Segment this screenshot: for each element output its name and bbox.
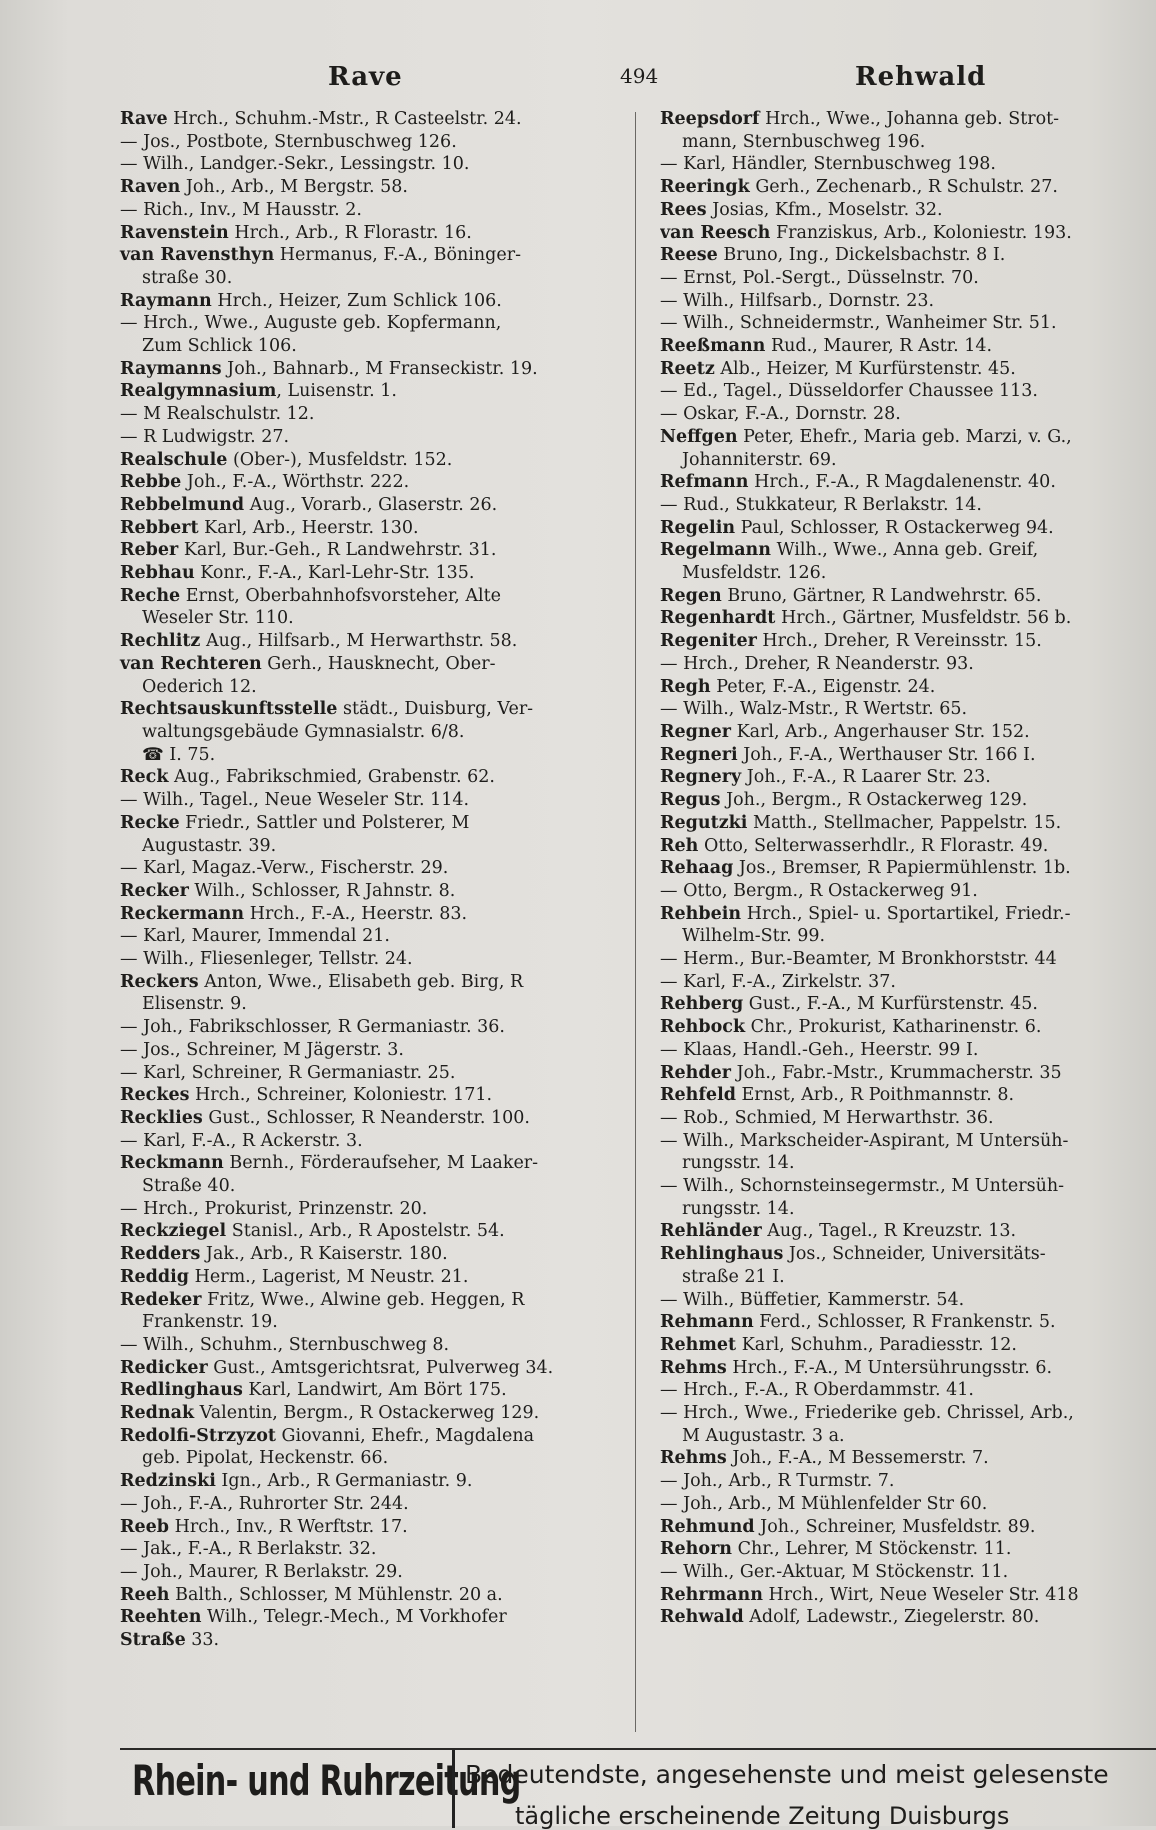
ad-line-2: tägliche erscheinende Zeitung Duisburgs — [515, 1802, 1010, 1830]
directory-entry: Rave Hrch., Schuhm.-Mstr., R Casteelstr. 24. — [120, 109, 522, 129]
directory-entry: Raymanns Joh., Bahnarb., M Franseckistr. 19. — [120, 358, 538, 379]
directory-entry: M Augustastr. 3 a. — [682, 1425, 845, 1446]
directory-entry: Reeringk Gerh., Zechenarb., R Schulstr. 27. — [660, 177, 1058, 198]
directory-entry: Reckziegel Stanisl., Arb., R Apostelstr. 54. — [120, 1221, 505, 1242]
directory-entry: — Wilh., Schneidermstr., Wanheimer Str. 51. — [660, 313, 1057, 334]
directory-entry: Rehbein Hrch., Spiel- u. Sportartikel, Friedr.- — [660, 903, 1071, 924]
directory-entry: — Karl, Maurer, Immendal 21. — [120, 926, 390, 947]
directory-entry: — Wilh., Markscheider-Aspirant, M Untersüh- — [660, 1130, 1069, 1151]
directory-entry: — Jos., Schreiner, M Jägerstr. 3. — [120, 1039, 404, 1060]
directory-entry: Straße 33. — [120, 1630, 220, 1651]
page-header — [0, 62, 1156, 96]
directory-entry: Rehfeld Ernst, Arb., R Poithmannstr. 8. — [660, 1085, 1015, 1106]
directory-entry: Reeb Hrch., Inv., R Werftstr. 17. — [120, 1516, 408, 1537]
directory-entry: Zum Schlick 106. — [142, 336, 297, 357]
directory-entry: Regelmann Wilh., Wwe., Anna geb. Greif, — [660, 540, 1039, 561]
directory-entry: — Herm., Bur.-Beamter, M Bronkhorststr. 44 — [660, 949, 1057, 970]
directory-entry: — Rob., Schmied, M Herwarthstr. 36. — [660, 1107, 994, 1128]
directory-entry: Rehrmann Hrch., Wirt, Neue Weseler Str. 418 — [660, 1584, 1079, 1605]
directory-entry: — Wilh., Schuhm., Sternbuschweg 8. — [120, 1334, 450, 1355]
directory-entry: Ravenstein Hrch., Arb., R Florastr. 16. — [120, 222, 472, 243]
directory-entry: Rehder Joh., Fabr.-Mstr., Krummacherstr. 35 — [660, 1062, 1062, 1083]
directory-entry: Reckmann Bernh., Förderaufseher, M Laaker- — [120, 1153, 539, 1174]
directory-entry: Reckermann Hrch., F.-A., Heerstr. 83. — [120, 903, 468, 924]
directory-entry: — Wilh., Hilfsarb., Dornstr. 23. — [660, 290, 935, 311]
directory-entry: — R Ludwigstr. 27. — [120, 426, 290, 447]
ad-line-1: Bedeutendste, angesehenste und meist gelesenste — [465, 1760, 1109, 1789]
directory-entry: Musfeldstr. 126. — [682, 563, 827, 584]
directory-entry: Rehberg Gust., F.-A., M Kurfürstenstr. 45. — [660, 994, 1038, 1015]
directory-entry: — Wilh., Fliesenleger, Tellstr. 24. — [120, 949, 413, 970]
directory-entry: van Ravensthyn Hermanus, F.-A., Böninger- — [120, 245, 521, 266]
directory-entry: — Wilh., Walz-Mstr., R Wertstr. 65. — [660, 699, 968, 720]
directory-entry: — Joh., Arb., M Mühlenfelder Str 60. — [660, 1493, 988, 1514]
directory-entry: Rehms Hrch., F.-A., M Untersührungsstr. 6. — [660, 1357, 1053, 1378]
directory-entry: Regnery Joh., F.-A., R Laarer Str. 23. — [660, 767, 991, 788]
advertisement — [120, 1748, 1156, 1828]
directory-entry: Reepsdorf Hrch., Wwe., Johanna geb. Strot- — [660, 109, 1060, 129]
page-number: 494 — [620, 64, 659, 88]
directory-entry: Regus Joh., Bergm., R Ostackerweg 129. — [660, 790, 1028, 811]
directory-entry: geb. Pipolat, Heckenstr. 66. — [142, 1448, 389, 1469]
directory-entry: Reckes Hrch., Schreiner, Koloniestr. 171. — [120, 1085, 493, 1106]
directory-entry: — Joh., Maurer, R Berlakstr. 29. — [120, 1562, 403, 1582]
directory-entry: — Karl, F.-A., Zirkelstr. 37. — [660, 971, 896, 992]
directory-entry: Realgymnasium, Luisenstr. 1. — [120, 381, 397, 402]
left-headword: Rave — [328, 62, 403, 92]
directory-entry: Rechtsauskunftsstelle städt., Duisburg, Ver- — [120, 699, 534, 720]
directory-entry: Reddig Herm., Lagerist, M Neustr. 21. — [120, 1266, 469, 1287]
directory-entry: Recklies Gust., Schlosser, R Neanderstr. 100. — [120, 1107, 530, 1128]
directory-entry: — Jak., F.-A., R Berlakstr. 32. — [120, 1539, 377, 1560]
directory-entry: Redzinski Ign., Arb., R Germaniastr. 9. — [120, 1471, 473, 1492]
directory-entry: Reh Otto, Selterwasserhdlr., R Florastr. 49. — [660, 835, 1049, 856]
column-divider — [635, 112, 636, 1732]
directory-entry: Elisenstr. 9. — [142, 994, 247, 1015]
directory-entry: — Karl, Händler, Sternbuschweg 198. — [660, 154, 996, 175]
directory-entry: Rehmet Karl, Schuhm., Paradiesstr. 12. — [660, 1334, 1017, 1355]
directory-entry: Regeniter Hrch., Dreher, R Vereinsstr. 15. — [660, 631, 1042, 652]
directory-entry: Rehländer Aug., Tagel., R Kreuzstr. 13. — [660, 1221, 1017, 1242]
directory-entry: Rechlitz Aug., Hilfsarb., M Herwarthstr. 58. — [120, 631, 518, 652]
directory-entry: — Joh., Arb., R Turmstr. 7. — [660, 1471, 895, 1492]
directory-entry: ☎ I. 75. — [142, 744, 216, 765]
directory-entry: — Otto, Bergm., R Ostackerweg 91. — [660, 880, 978, 901]
directory-entry: Rebbe Joh., F.-A., Wörthstr. 222. — [120, 472, 410, 493]
directory-entry: van Reesch Franziskus, Arb., Koloniestr. 193. — [660, 222, 1072, 243]
directory-entry: — Wilh., Ger.-Aktuar, M Stöckenstr. 11. — [660, 1562, 1009, 1582]
directory-entry: mann, Sternbuschweg 196. — [682, 131, 926, 152]
directory-entry: — Hrch., F.-A., R Oberdammstr. 41. — [660, 1380, 974, 1401]
directory-entry: Rebbert Karl, Arb., Heerstr. 130. — [120, 517, 419, 538]
directory-entry: Redeker Fritz, Wwe., Alwine geb. Heggen, R — [120, 1289, 525, 1310]
directory-entry: Rehlinghaus Jos., Schneider, Universitäts- — [660, 1244, 1046, 1265]
directory-entry: Redolfi-Strzyzot Giovanni, Ehefr., Magdalena — [120, 1425, 535, 1446]
directory-entry: van Rechteren Gerh., Hausknecht, Ober- — [120, 653, 496, 674]
directory-entry: Redders Jak., Arb., R Kaiserstr. 180. — [120, 1244, 448, 1265]
directory-entry: waltungsgebäude Gymnasialstr. 6/8. — [142, 721, 465, 742]
directory-entry: — Rud., Stukkateur, R Berlakstr. 14. — [660, 494, 982, 515]
directory-entry: Refmann Hrch., F.-A., R Magdalenenstr. 40. — [660, 472, 1056, 493]
ad-title: Rhein- und Ruhrzeitung — [132, 1756, 521, 1805]
directory-entry: Rehorn Chr., Lehrer, M Stöckenstr. 11. — [660, 1539, 1012, 1560]
directory-entry: Redlinghaus Karl, Landwirt, Am Bört 175. — [120, 1380, 507, 1401]
directory-entry: Regenhardt Hrch., Gärtner, Musfeldstr. 56 b. — [660, 608, 1072, 629]
directory-entry: Straße 40. — [142, 1176, 236, 1197]
directory-entry: Neffgen Peter, Ehefr., Maria geb. Marzi, v. G., — [660, 426, 1072, 447]
directory-entry: — Hrch., Wwe., Friederike geb. Chrissel, Arb., — [660, 1403, 1074, 1424]
directory-entry: Reber Karl, Bur.-Geh., R Landwehrstr. 31. — [120, 540, 497, 561]
directory-entry: Weseler Str. 110. — [142, 608, 294, 629]
directory-entry: Rehmund Joh., Schreiner, Musfeldstr. 89. — [660, 1516, 1036, 1537]
directory-entry: Oederich 12. — [142, 676, 257, 697]
directory-entry: Raymann Hrch., Heizer, Zum Schlick 106. — [120, 290, 502, 311]
directory-entry: Reehten Wilh., Telegr.-Mech., M Vorkhofer — [120, 1607, 507, 1628]
directory-entry: Realschule (Ober-), Musfeldstr. 152. — [120, 449, 453, 470]
directory-entry: Recker Wilh., Schlosser, R Jahnstr. 8. — [120, 880, 456, 901]
directory-entry: Reckers Anton, Wwe., Elisabeth geb. Birg, R — [120, 971, 524, 992]
directory-entry: — Jos., Postbote, Sternbuschweg 126. — [120, 131, 457, 152]
directory-entry: — Joh., Fabrikschlosser, R Germaniastr. 36. — [120, 1017, 505, 1038]
directory-entry: — Ernst, Pol.-Sergt., Düsselnstr. 70. — [660, 267, 979, 288]
directory-entry: Augustastr. 39. — [142, 835, 277, 856]
directory-entry: — Hrch., Wwe., Auguste geb. Kopfermann, — [120, 313, 502, 334]
directory-entry: Reeßmann Rud., Maurer, R Astr. 14. — [660, 336, 993, 357]
directory-entry: straße 21 I. — [682, 1266, 785, 1287]
directory-entry: Johanniterstr. 69. — [682, 449, 837, 470]
directory-entry: Regner Karl, Arb., Angerhauser Str. 152. — [660, 721, 1030, 742]
directory-entry: Rebhau Konr., F.-A., Karl-Lehr-Str. 135. — [120, 563, 475, 584]
directory-entry: Regutzki Matth., Stellmacher, Pappelstr. 15. — [660, 812, 1062, 833]
directory-entry: — Klaas, Handl.-Geh., Heerstr. 99 I. — [660, 1039, 979, 1060]
directory-entry: Rednak Valentin, Bergm., R Ostackerweg 129. — [120, 1403, 540, 1424]
directory-entry: Raven Joh., Arb., M Bergstr. 58. — [120, 177, 408, 198]
directory-entry: — Karl, F.-A., R Ackerstr. 3. — [120, 1130, 363, 1151]
directory-entry: Reche Ernst, Oberbahnhofsvorsteher, Alte — [120, 585, 502, 606]
directory-entry: — Oskar, F.-A., Dornstr. 28. — [660, 404, 901, 425]
directory-entry: — Hrch., Prokurist, Prinzenstr. 20. — [120, 1198, 428, 1219]
directory-entry: Recke Friedr., Sattler und Polsterer, M — [120, 812, 470, 833]
directory-entry: — Joh., F.-A., Ruhrorter Str. 244. — [120, 1493, 409, 1514]
directory-entry: Rees Josias, Kfm., Moselstr. 32. — [660, 199, 943, 220]
directory-entry: rungsstr. 14. — [682, 1198, 795, 1219]
directory-entry: Regelin Paul, Schlosser, R Ostackerweg 94. — [660, 517, 1054, 538]
left-column — [120, 108, 625, 1652]
directory-entry: — Wilh., Tagel., Neue Weseler Str. 114. — [120, 790, 470, 811]
right-headword: Rehwald — [855, 62, 987, 92]
directory-entry: Regen Bruno, Gärtner, R Landwehrstr. 65. — [660, 585, 1042, 606]
ad-box — [452, 1750, 1156, 1828]
directory-entry: Reeh Balth., Schlosser, M Mühlenstr. 20 a. — [120, 1584, 503, 1605]
directory-entry: — Hrch., Dreher, R Neanderstr. 93. — [660, 653, 974, 674]
directory-entry: — Karl, Schreiner, R Germaniastr. 25. — [120, 1062, 456, 1083]
directory-entry: Redicker Gust., Amtsgerichtsrat, Pulverweg 34. — [120, 1357, 554, 1378]
directory-entry: Rehbock Chr., Prokurist, Katharinenstr. 6. — [660, 1017, 1042, 1038]
directory-entry: Reetz Alb., Heizer, M Kurfürstenstr. 45. — [660, 358, 1016, 379]
directory-entry: Rehwald Adolf, Ladewstr., Ziegelerstr. 80. — [660, 1607, 1040, 1628]
directory-entry: Wilhelm-Str. 99. — [682, 926, 826, 947]
directory-entry: Reck Aug., Fabrikschmied, Grabenstr. 62. — [120, 767, 495, 788]
directory-entry: straße 30. — [142, 267, 233, 288]
directory-entry: Rehms Joh., F.-A., M Bessemerstr. 7. — [660, 1448, 989, 1469]
right-column — [660, 108, 1156, 1629]
directory-entry: Rehmann Ferd., Schlosser, R Frankenstr. 5. — [660, 1312, 1056, 1333]
directory-entry: Rebbelmund Aug., Vorarb., Glaserstr. 26. — [120, 494, 498, 515]
directory-entry: rungsstr. 14. — [682, 1153, 795, 1174]
directory-entry: — Wilh., Landger.-Sekr., Lessingstr. 10. — [120, 154, 470, 175]
directory-entry: Regh Peter, F.-A., Eigenstr. 24. — [660, 676, 936, 697]
directory-entry: Rehaag Jos., Bremser, R Papiermühlenstr. 1b. — [660, 858, 1071, 879]
directory-entry: — Ed., Tagel., Düsseldorfer Chaussee 113. — [660, 381, 1038, 402]
directory-entry: — M Realschulstr. 12. — [120, 404, 315, 425]
directory-entry: Reese Bruno, Ing., Dickelsbachstr. 8 I. — [660, 245, 1006, 266]
directory-entry: — Wilh., Büffetier, Kammerstr. 54. — [660, 1289, 965, 1310]
directory-entry: — Karl, Magaz.-Verw., Fischerstr. 29. — [120, 858, 449, 879]
directory-entry: Regneri Joh., F.-A., Werthauser Str. 166 I. — [660, 744, 1036, 765]
directory-entry: Frankenstr. 19. — [142, 1312, 278, 1333]
directory-entry: — Rich., Inv., M Hausstr. 2. — [120, 199, 362, 220]
directory-entry: — Wilh., Schornsteinsegermstr., M Untersüh- — [660, 1176, 1065, 1197]
